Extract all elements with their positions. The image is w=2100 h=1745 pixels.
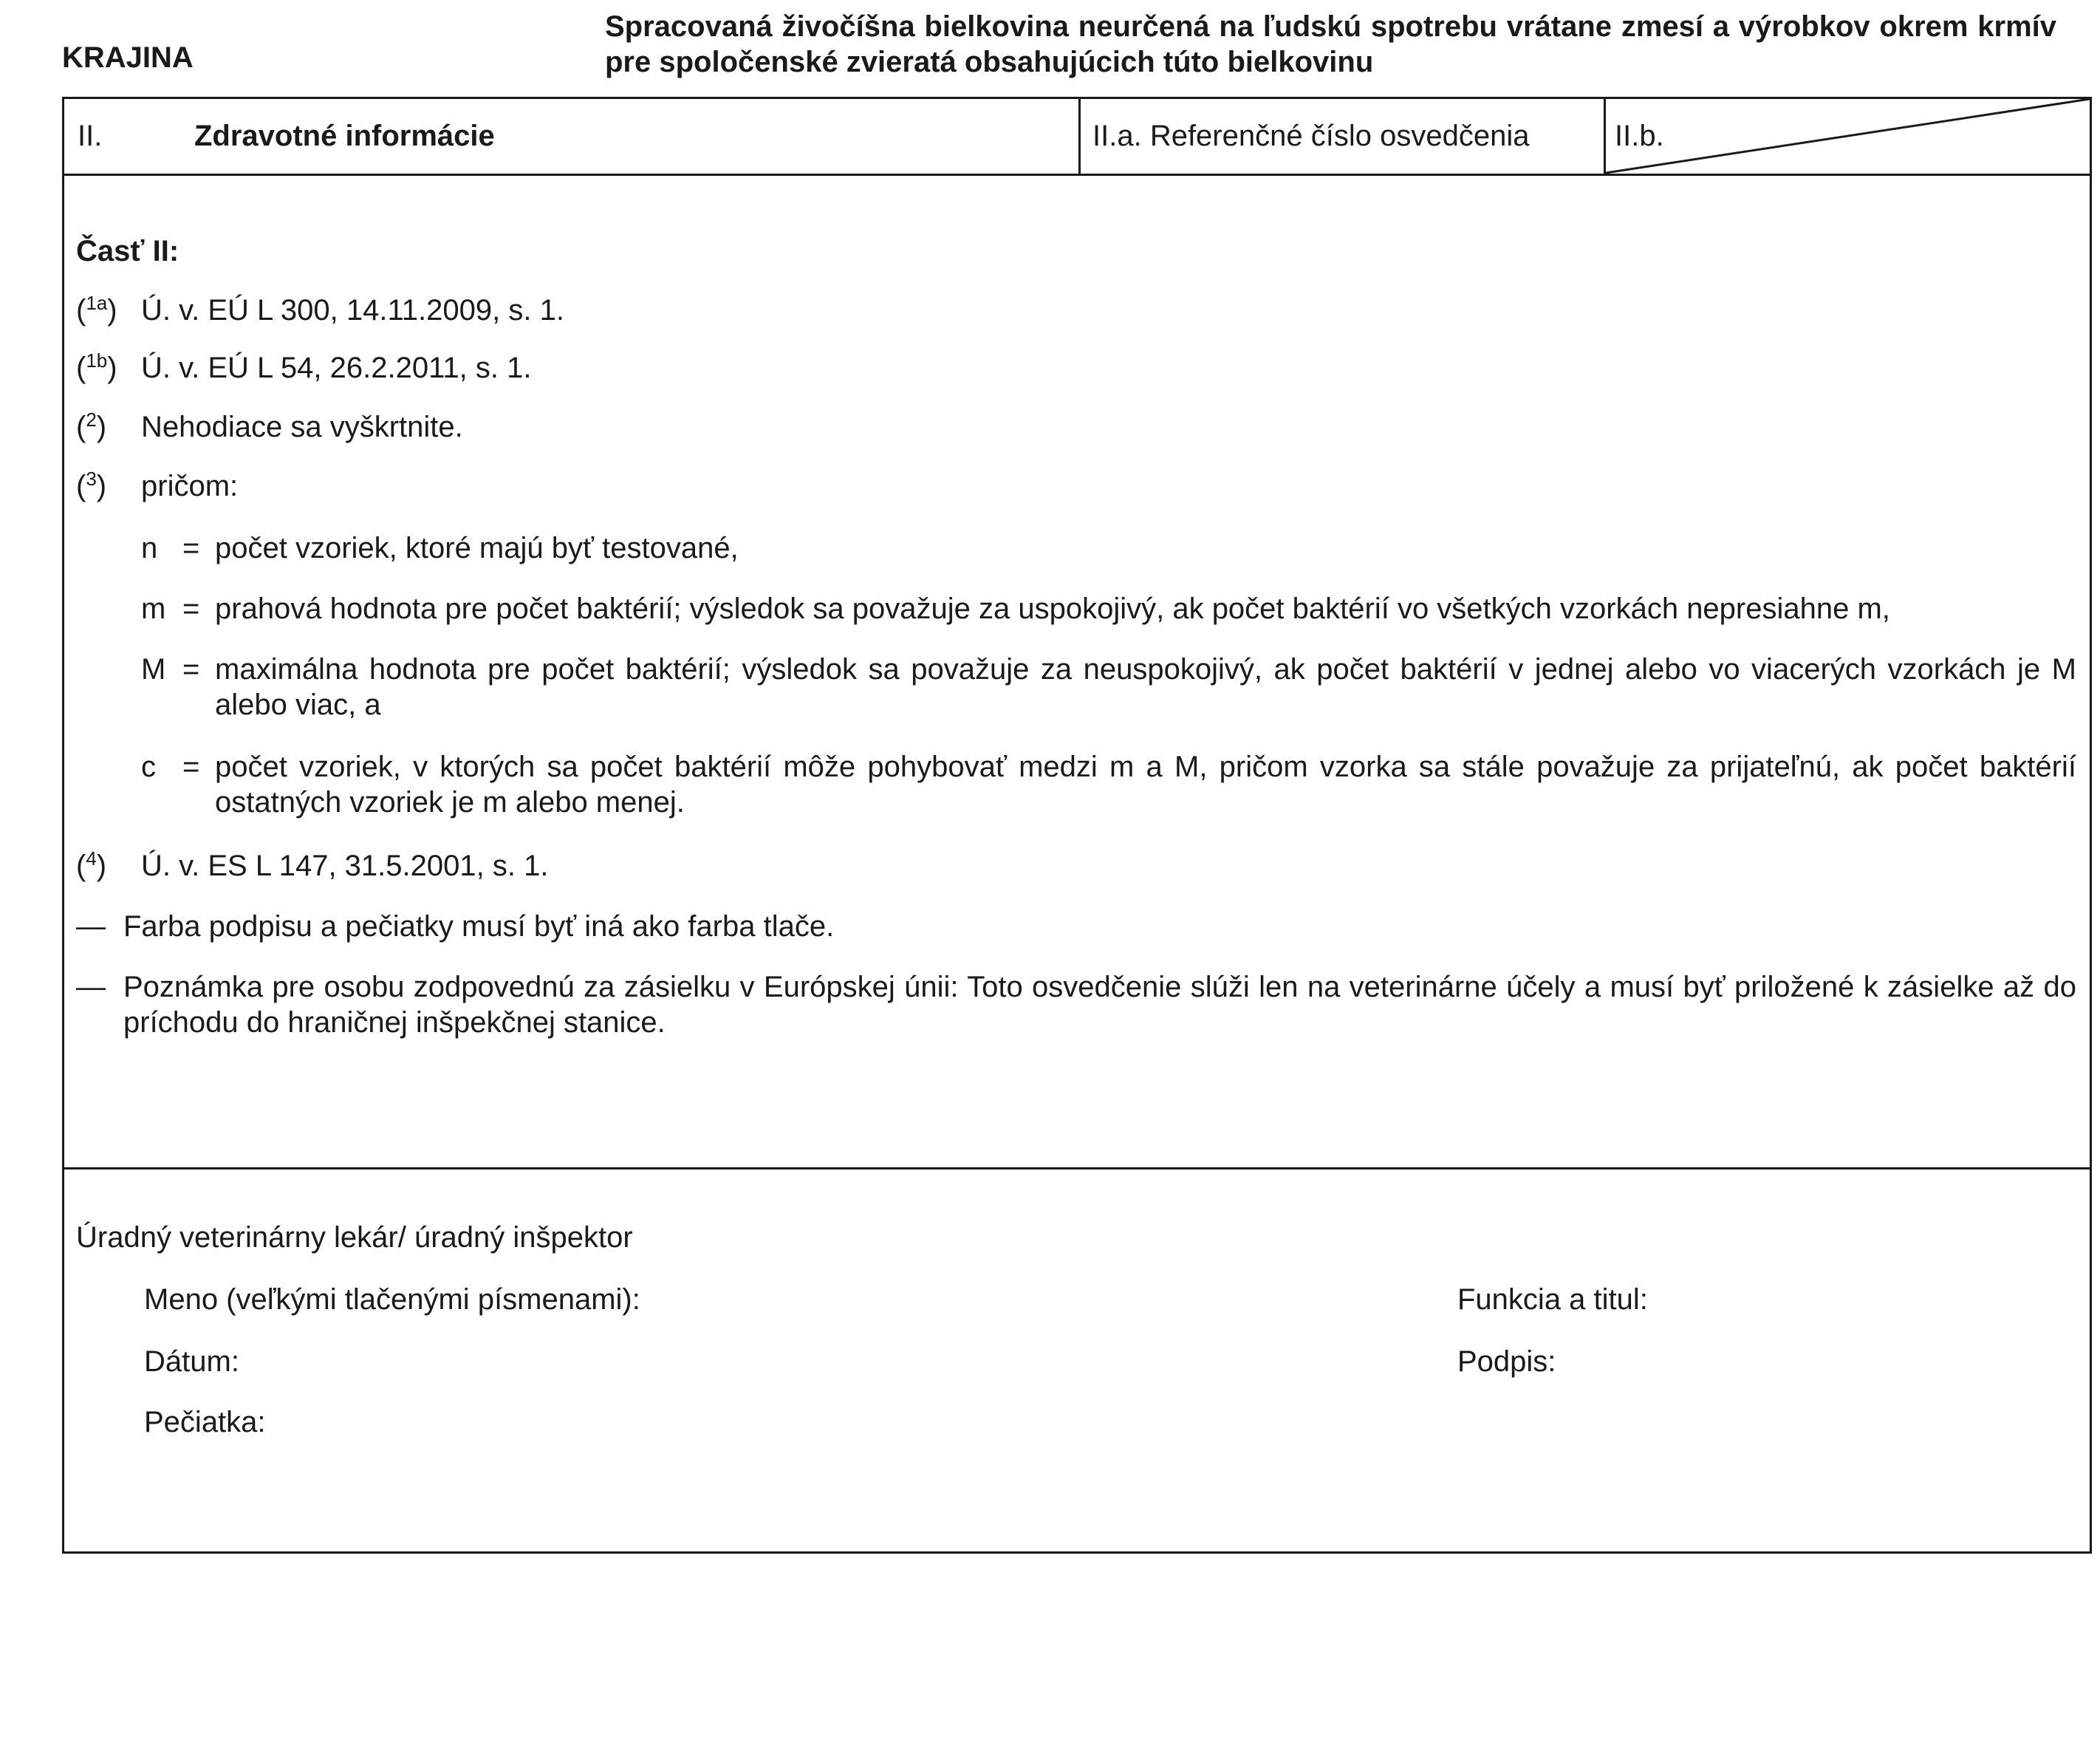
- reference-number-label: II.a. Referenčné číslo osvedčenia: [1092, 120, 1530, 152]
- section-title-cell: [64, 99, 1081, 174]
- definition-text: maximálna hodnota pre počet baktérií; výsledok sa považuje za neuspokojivý, ak počet baktérií v jednej alebo vo viacerých vzorkách je M alebo viac, a: [215, 653, 2076, 721]
- dash-note-text: Poznámka pre osobu zodpovednú za zásielku v Európskej únii: Toto osvedčenie slúži len na veterinárne účely a musí byť priložené k zásielke až do príchodu do hraničnej inšpekčnej stanice.: [123, 971, 2076, 1039]
- dash-mark: —: [76, 910, 106, 943]
- document-title: Spracovaná živočíšna bielkovina neurčená na ľudskú spotrebu vrátane zmesí a výrobkov okrem krmív pre spoločenské zvieratá obsahujúcich túto bielkovinu: [605, 10, 2056, 78]
- signature-section: [64, 1169, 2090, 1554]
- definition-equals: =: [182, 593, 200, 625]
- date-label: Dátum:: [144, 1345, 239, 1378]
- part-title: Časť II:: [76, 235, 179, 267]
- diagonal-strike-line: [1606, 99, 2090, 174]
- definition-symbol: n: [141, 532, 158, 564]
- iib-cell: [1606, 99, 2090, 174]
- definition-symbol: M: [141, 653, 166, 686]
- name-label: Meno (veľkými tlačenými písmenami):: [144, 1283, 640, 1316]
- note-mark: ($^3$): [76, 468, 107, 502]
- function-label: Funkcia a titul:: [1457, 1283, 1648, 1316]
- note-text: Ú. v. EÚ L 300, 14.11.2009, s. 1.: [141, 294, 564, 327]
- definition-text: počet vzoriek, v ktorých sa počet baktérií môže pohybovať medzi m a M, pričom vzorka sa stále považuje za prijateľnú, ak počet baktérií ostatných vzoriek je m alebo menej.: [215, 751, 2076, 819]
- note-mark: ($^2$): [76, 409, 107, 443]
- definition-equals: =: [182, 751, 200, 783]
- note-text: Ú. v. EÚ L 54, 26.2.2011, s. 1.: [141, 352, 532, 384]
- dash-note-text: Farba podpisu a pečiatky musí byť iná ako farba tlače.: [123, 910, 835, 943]
- note-text: Ú. v. ES L 147, 31.5.2001, s. 1.: [141, 850, 549, 882]
- signature-label: Podpis:: [1457, 1345, 1556, 1378]
- dash-mark: —: [76, 971, 106, 1003]
- notes-section: [64, 176, 2090, 1169]
- section-number: II.: [78, 120, 103, 152]
- definition-symbol: c: [141, 751, 156, 783]
- definition-text: počet vzoriek, ktoré majú byť testované,: [215, 532, 739, 564]
- note-mark: ($^{1a}$): [76, 292, 117, 327]
- note-text: Nehodiace sa vyškrtnite.: [141, 411, 463, 443]
- reference-number-cell: [1081, 99, 1606, 174]
- note-text: pričom:: [141, 470, 239, 502]
- section-header-row: [64, 99, 2090, 176]
- definition-equals: =: [182, 653, 200, 686]
- certificate-frame: [62, 97, 2092, 1554]
- country-label: KRAJINA: [62, 41, 194, 74]
- definition-symbol: m: [141, 593, 166, 625]
- note-mark: ($^{1b}$): [76, 349, 117, 384]
- officer-label: Úradný veterinárny lekár/ úradný inšpektor: [76, 1221, 633, 1254]
- note-mark: ($^4$): [76, 847, 107, 882]
- definition-equals: =: [182, 532, 200, 564]
- definition-text: prahová hodnota pre počet baktérií; výsledok sa považuje za uspokojivý, ak počet baktérií vo všetkých vzorkách nepresiahne m,: [215, 593, 1890, 625]
- section-title: Zdravotné informácie: [194, 120, 495, 152]
- stamp-label: Pečiatka:: [144, 1406, 266, 1438]
- iib-label: II.b.: [1615, 120, 1664, 152]
